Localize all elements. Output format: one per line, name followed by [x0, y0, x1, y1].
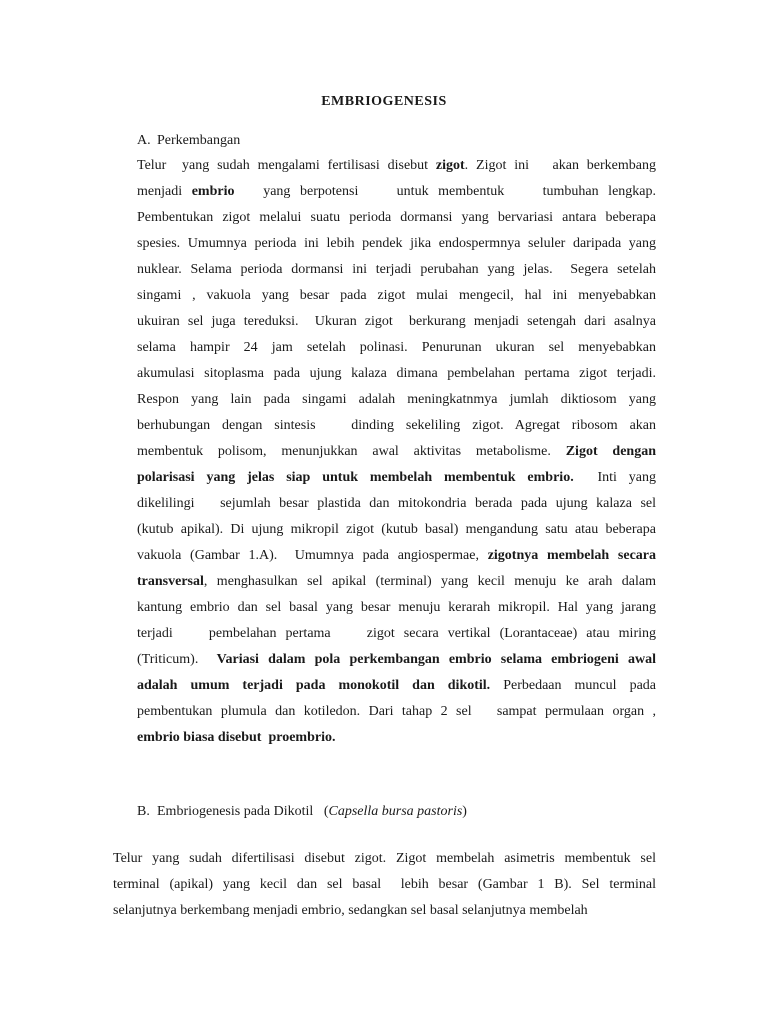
text-run: terminal (apikal) yang kecil dan sel basal lebih besar (Gambar 1 B). Sel terminal — [113, 877, 656, 892]
section-b-title: Embriogenesis pada Dikotil — [157, 804, 314, 819]
text-run: vakuola (Gambar 1.A). Umumnya pada angiospermae, — [137, 548, 488, 563]
text-line — [137, 361, 656, 387]
text-run: pembentukan plumula dan kotiledon. Dari tahap 2 sel sampat permulaan organ , — [137, 704, 656, 719]
text-run: spesies. Umumnya perioda ini lebih pendek jika endospermnya seluler daripada yang — [137, 236, 656, 251]
bold-text-run: zigot — [435, 158, 465, 173]
bold-text-run: Variasi dalam pola perkembangan embrio selama embriogeni awal — [216, 652, 656, 667]
text-run: menjadi — [137, 184, 192, 199]
section-b-number: B. — [137, 804, 150, 819]
text-run: Perbedaan muncul pada — [490, 678, 656, 693]
text-run: , menghasulkan sel apikal (terminal) yang kecil menuju ke arah dalam — [203, 574, 656, 589]
document-title: EMBRIOGENESIS — [321, 94, 447, 109]
text-run: . Zigot ini akan berkembang — [464, 158, 656, 173]
text-line — [137, 387, 656, 413]
section-a-title: Perkembangan — [157, 133, 241, 148]
section-a-paragraph — [137, 153, 656, 751]
text-run: Telur yang sudah mengalami fertilisasi disebut — [137, 158, 436, 173]
text-line — [137, 465, 656, 491]
text-line — [137, 491, 656, 517]
text-line — [137, 439, 656, 465]
text-line — [137, 205, 656, 231]
text-line — [137, 335, 656, 361]
section-b-paren-open: ( — [323, 804, 329, 819]
text-line — [137, 283, 656, 309]
bold-text-run: transversal — [137, 574, 204, 589]
text-run: dikelilingi sejumlah besar plastida dan mitokondria berada pada ujung kalaza sel — [137, 496, 656, 511]
section-b-paren-close: ) — [462, 804, 467, 819]
text-run: Inti yang — [573, 470, 656, 485]
text-line — [137, 569, 656, 595]
text-line — [113, 898, 656, 924]
text-line — [137, 647, 656, 673]
text-run: berhubungan dengan sintesis dinding sekeliling zigot. Agregat ribosom akan — [137, 418, 656, 433]
text-line — [137, 543, 656, 569]
text-line — [137, 413, 656, 439]
text-line — [137, 517, 656, 543]
section-b-paragraph — [113, 846, 656, 924]
text-run: (Triticum). — [137, 652, 217, 667]
text-line — [137, 725, 656, 751]
text-run: nuklear. Selama perioda dormansi ini terjadi perubahan yang jelas. Segera setelah — [137, 262, 656, 277]
bold-text-run: adalah umum terjadi pada monokotil dan dikotil. — [137, 678, 491, 693]
text-run: membentuk polisom, menunjukkan awal aktivitas metabolisme. — [137, 444, 566, 459]
text-run: Pembentukan zigot melalui suatu perioda dormansi yang bervariasi antara beberapa — [137, 210, 656, 225]
bold-text-run: embrio biasa disebut proembrio. — [137, 730, 336, 745]
text-line — [137, 257, 656, 283]
bold-text-run: Zigot dengan — [565, 444, 656, 459]
text-line — [137, 621, 656, 647]
text-run: yang berpotensi untuk membentuk tumbuhan lengkap. — [234, 184, 656, 199]
text-run: (kutub apikal). Di ujung mikropil zigot (kutub basal) mengandung satu atau beberapa — [137, 522, 656, 537]
text-run: Respon yang lain pada singami adalah meningkatnmya jumlah diktiosom yang — [137, 392, 656, 407]
text-line — [137, 153, 656, 179]
text-run: akumulasi sitoplasma pada ujung kalaza dimana pembelahan pertama zigot terjadi. — [137, 366, 656, 381]
text-line — [137, 595, 656, 621]
text-run: Telur yang sudah difertilisasi disebut zigot. Zigot membelah asimetris membentuk sel — [113, 851, 656, 866]
text-line — [137, 309, 656, 335]
section-b-heading — [137, 802, 467, 822]
section-a-heading — [137, 131, 240, 151]
text-line — [113, 846, 656, 872]
bold-text-run: zigotnya membelah secara — [487, 548, 656, 563]
text-line — [137, 673, 656, 699]
text-line — [113, 872, 656, 898]
bold-text-run: embrio — [191, 184, 235, 199]
text-run: selama hampir 24 jam setelah polinasi. Penurunan ukuran sel menyebabkan — [137, 340, 656, 355]
text-line — [137, 179, 656, 205]
text-line — [137, 231, 656, 257]
text-run: selanjutnya berkembang menjadi embrio, sedangkan sel basal selanjutnya membelah — [113, 903, 588, 918]
text-run: kantung embrio dan sel basal yang besar menuju kerarah mikropil. Hal yang jarang — [137, 600, 656, 615]
section-a-number: A. — [137, 133, 151, 148]
text-line — [137, 699, 656, 725]
text-run: ukuiran sel juga tereduksi. Ukuran zigot berkurang menjadi setengah dari asalnya — [137, 314, 656, 329]
text-run: terjadi pembelahan pertama zigot secara vertikal (Lorantaceae) atau miring — [137, 626, 656, 641]
bold-text-run: polarisasi yang jelas siap untuk membelah membentuk embrio. — [137, 470, 574, 485]
text-run: singami , vakuola yang besar pada zigot mulai mengecil, hal ini menyebabkan — [137, 288, 656, 303]
section-b-species: Capsella bursa pastoris — [328, 804, 463, 819]
